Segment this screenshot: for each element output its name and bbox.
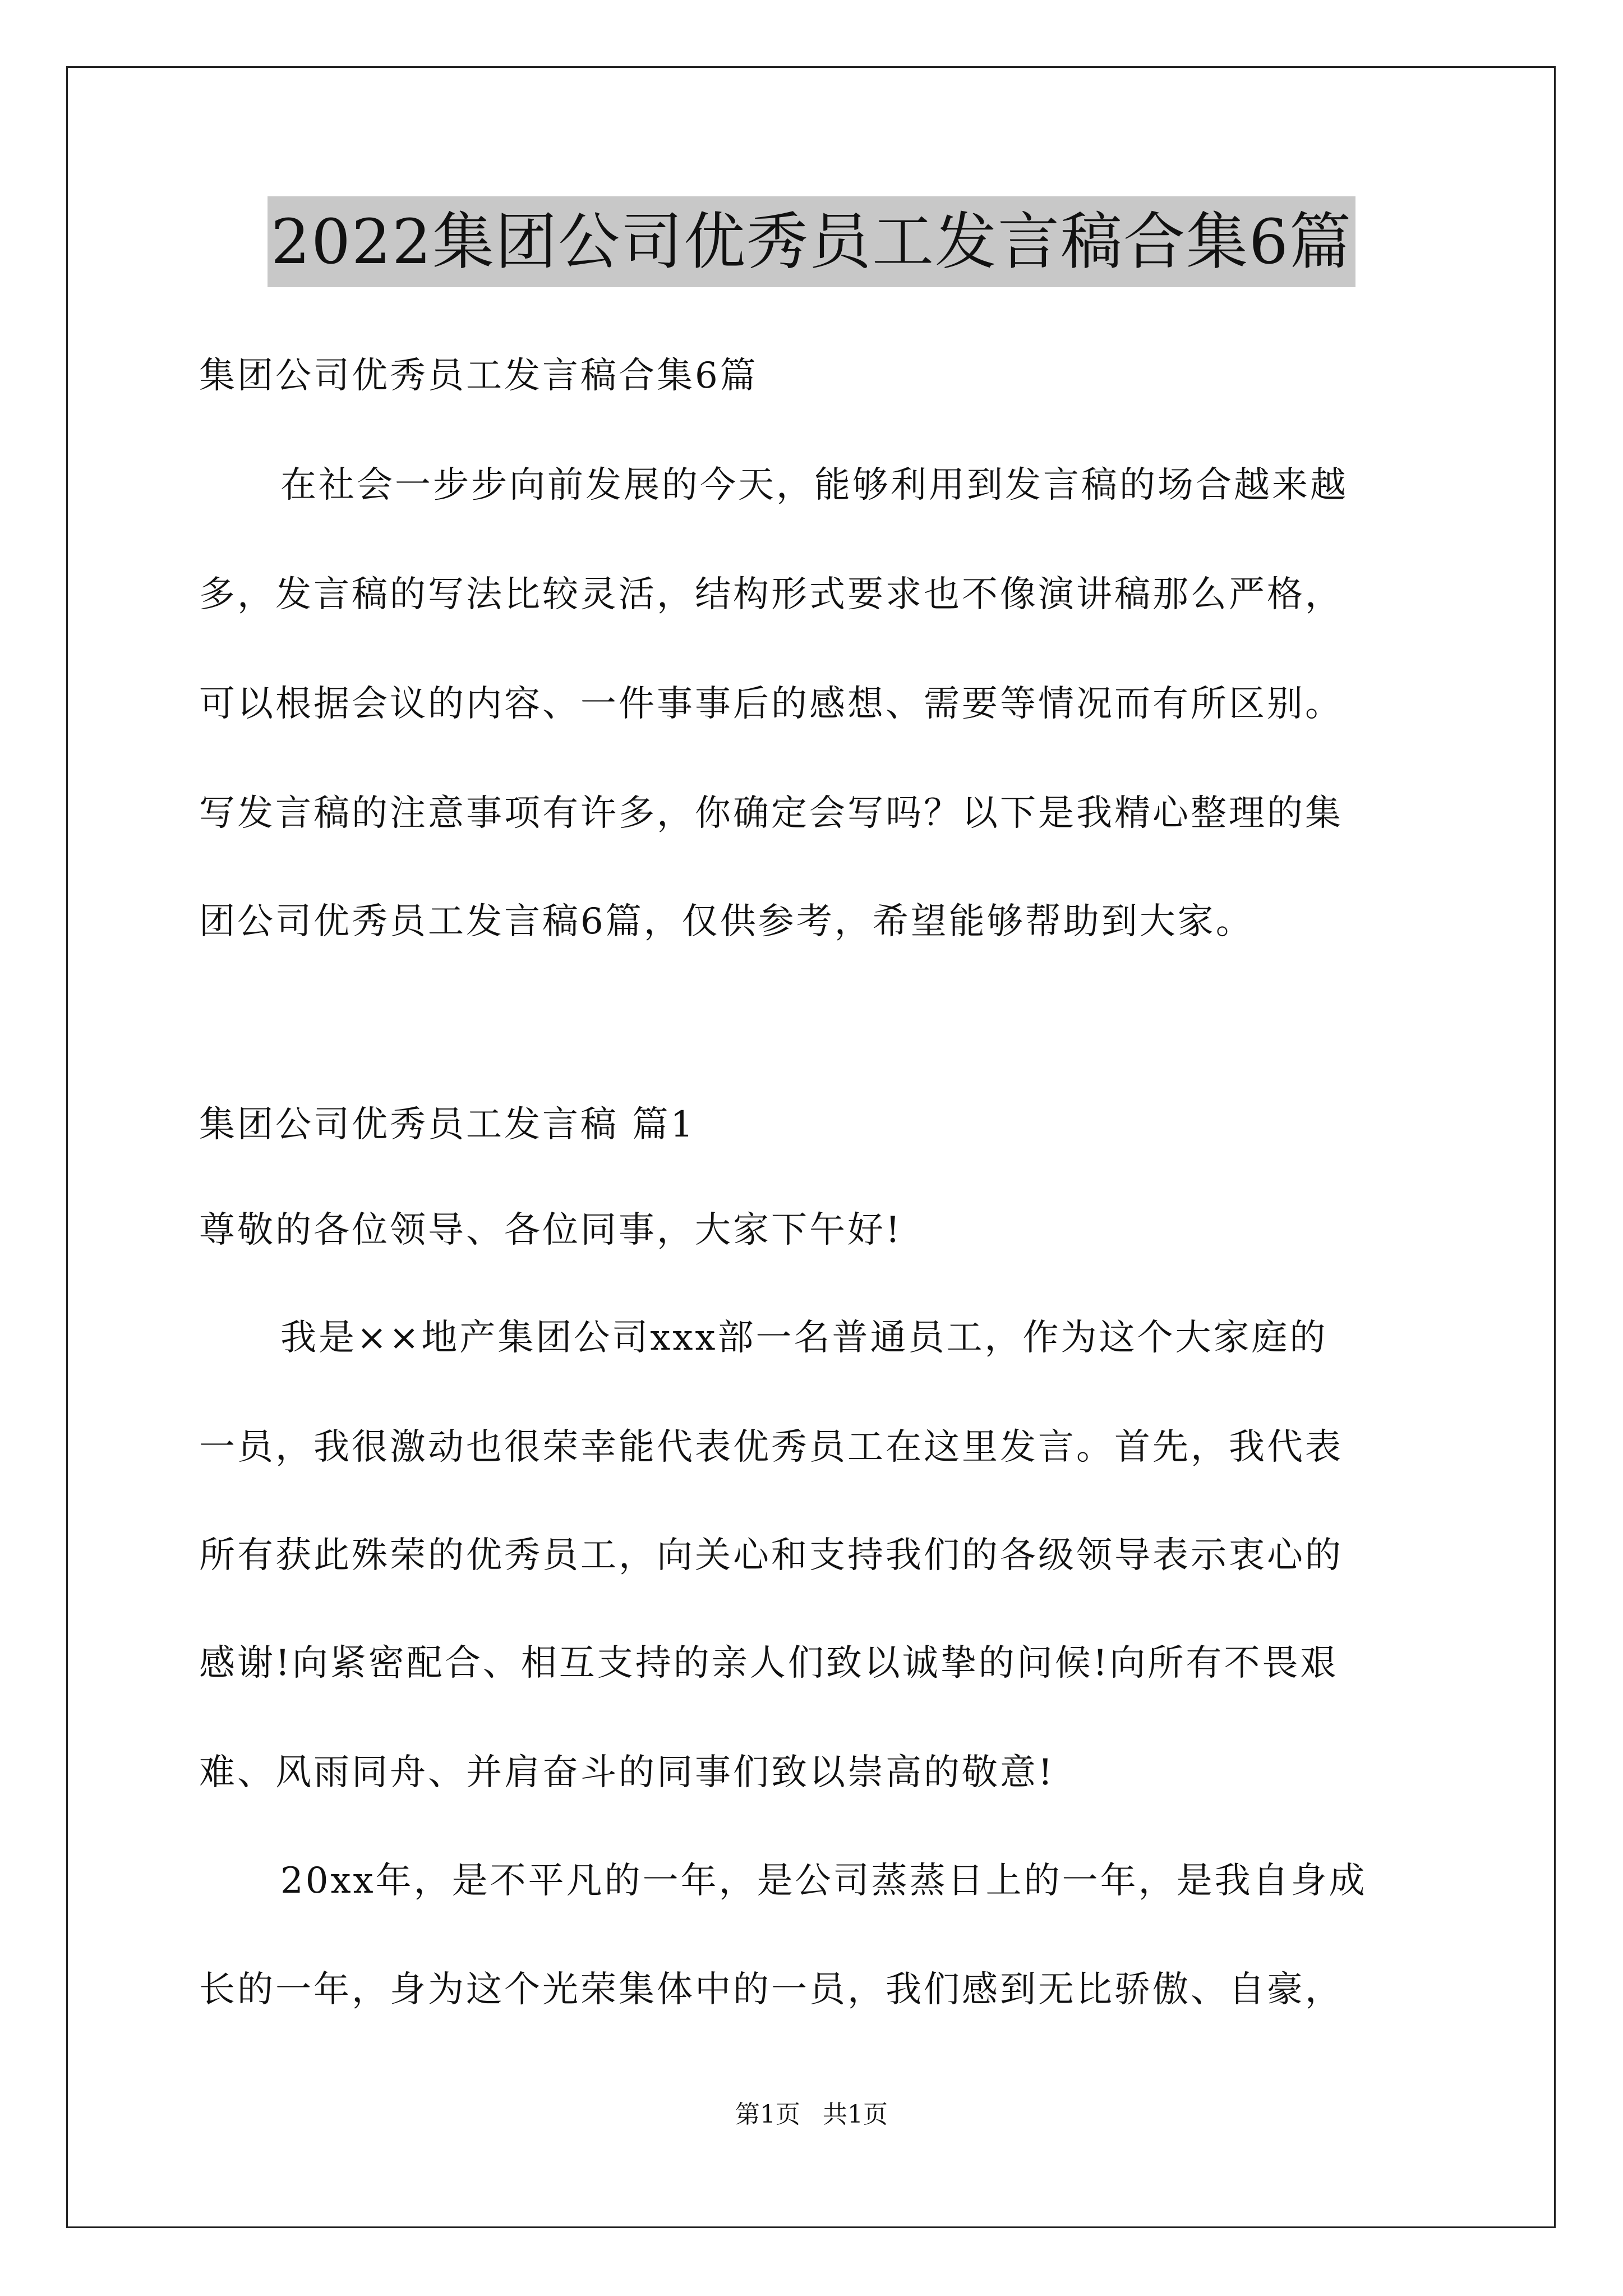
page-total: 共1页	[823, 2100, 888, 2129]
page-footer	[0, 2098, 1623, 2132]
subtitle-line: 集团公司优秀员工发言稿合集6篇	[199, 355, 758, 397]
greeting-line: 尊敬的各位领导、各位同事，大家下午好!	[199, 1209, 902, 1251]
intro-paragraph-line: 团公司优秀员工发言稿6篇，仅供参考，希望能够帮助到大家。	[199, 901, 1254, 942]
intro-paragraph-line: 多，发言稿的写法比较灵活，结构形式要求也不像演讲稿那么严格，	[199, 574, 1343, 615]
title-container	[0, 196, 1623, 287]
body-paragraph-line: 长的一年，身为这个光荣集体中的一员，我们感到无比骄傲、自豪，	[199, 1969, 1343, 2010]
body-paragraph-line: 感谢!向紧密配合、相互支持的亲人们致以诚挚的问候!向所有不畏艰	[199, 1642, 1339, 1684]
intro-paragraph-line: 写发言稿的注意事项有许多，你确定会写吗？以下是我精心整理的集	[199, 793, 1343, 834]
page-number: 第1页	[735, 2100, 800, 2129]
document-title: 2022集团公司优秀员工发言稿合集6篇	[268, 196, 1355, 287]
body-paragraph-line: 一员，我很激动也很荣幸能代表优秀员工在这里发言。首先，我代表	[199, 1427, 1343, 1468]
body-paragraph-line: 20xx年，是不平凡的一年，是公司蒸蒸日上的一年，是我自身成	[280, 1860, 1367, 1902]
section-heading: 集团公司优秀员工发言稿 篇1	[199, 1104, 696, 1145]
body-paragraph-line: 我是××地产集团公司xxx部一名普通员工，作为这个大家庭的	[280, 1317, 1328, 1359]
intro-paragraph-line: 可以根据会议的内容、一件事事后的感想、需要等情况而有所区别。	[199, 683, 1343, 725]
body-paragraph-line: 所有获此殊荣的优秀员工，向关心和支持我们的各级领导表示衷心的	[199, 1535, 1343, 1576]
intro-paragraph-line: 在社会一步步向前发展的今天，能够利用到发言稿的场合越来越	[280, 464, 1348, 506]
body-paragraph-line: 难、风雨同舟、并肩奋斗的同事们致以崇高的敬意!	[199, 1752, 1055, 1793]
